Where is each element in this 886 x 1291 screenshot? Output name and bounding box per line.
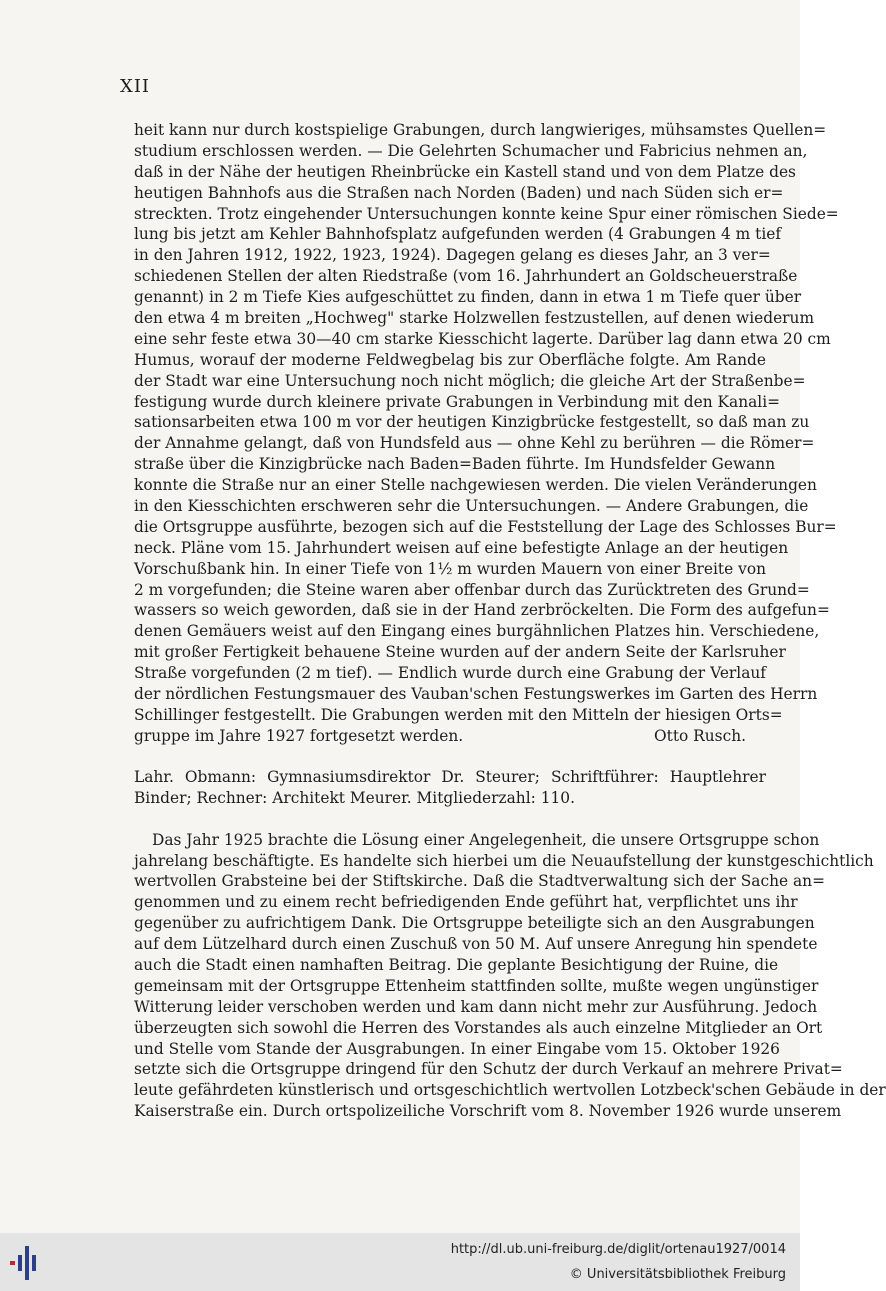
section-lahr-text xyxy=(134,767,886,1122)
page-number: XII xyxy=(120,76,151,97)
text-line: straße über die Kinzigbrücke nach Baden=Baden führte. Im Hundsfelder Gewann xyxy=(134,455,776,474)
text-line: die Ortsgruppe ausführte, bezogen sich auf die Feststellung der Lage des Schlosses Bur= xyxy=(134,517,837,536)
text-line: eine sehr feste etwa 30—40 cm starke Kiesschicht lagerte. Darüber lag dann etwa 20 cm xyxy=(134,329,831,348)
text-line: Vorschußbank hin. In einer Tiefe von 1½ m wurden Mauern von einer Breite von xyxy=(134,559,766,578)
text-line: lung bis jetzt am Kehler Bahnhofsplatz aufgefunden werden (4 Grabungen 4 m tief xyxy=(134,225,782,244)
text-line: denen Gemäuers weist auf den Eingang eines burgähnlichen Platzes hin. Verschiedene, xyxy=(134,622,820,641)
text-line: schiedenen Stellen der alten Riedstraße (vom 16. Jahrhundert an Goldscheuerstraße xyxy=(134,267,798,286)
text-line: setzte sich die Ortsgruppe dringend für den Schutz der durch Verkauf an mehrere Privat= xyxy=(134,1060,843,1079)
text-line: genannt) in 2 m Tiefe Kies aufgeschüttet zu finden, dann in etwa 1 m Tiefe quer über xyxy=(134,288,802,307)
text-line: Schillinger festgestellt. Die Grabungen werden mit den Mitteln der hiesigen Orts= xyxy=(134,705,783,724)
copyright-notice: © Universitätsbibliothek Freiburg xyxy=(569,1267,786,1282)
text-line: heutigen Bahnhofs aus die Straßen nach Norden (Baden) und nach Süden sich er= xyxy=(134,183,784,202)
text-line: überzeugten sich sowohl die Herren des Vorstandes als auch einzelne Mitglieder an Ort xyxy=(134,1018,823,1037)
text-line: auch die Stadt einen namhaften Beitrag. Die geplante Besichtigung der Ruine, die xyxy=(134,956,779,975)
text-line: streckten. Trotz eingehender Untersuchungen konnte keine Spur einer römischen Siede= xyxy=(134,204,839,223)
text-line: Kaiserstraße ein. Durch ortspolizeiliche Vorschrift vom 8. November 1926 wurde unserem xyxy=(134,1102,842,1121)
text-line: den etwa 4 m breiten „Hochweg" starke Holzwellen festzustellen, auf denen wiederum xyxy=(134,309,815,328)
ub-freiburg-logo-icon[interactable] xyxy=(10,1242,40,1282)
text-line: jahrelang beschäftigte. Es handelte sich hierbei um die Neuaufstellung der kunstgeschichtlich xyxy=(134,851,874,870)
viewer-footer xyxy=(0,1233,800,1291)
text-line: der Stadt war eine Untersuchung noch nicht möglich; die gleiche Art der Straßenbe= xyxy=(134,371,806,390)
author-signature: Otto Rusch. xyxy=(654,726,746,745)
text-line: festigung wurde durch kleinere private Grabungen in Verbindung mit den Kanali= xyxy=(134,392,781,411)
text-line: Binder; Rechner: Architekt Meurer. Mitgliederzahl: 110. xyxy=(134,788,575,807)
text-line: auf dem Lützelhard durch einen Zuschuß von 50 M. Auf unsere Anregung hin spendete xyxy=(134,935,818,954)
text-line: Straße vorgefunden (2 m tief). — Endlich wurde durch eine Grabung der Verlauf xyxy=(134,664,766,683)
text-line: Lahr. Obmann: Gymnasiumsdirektor Dr. Steurer; Schriftführer: Hauptlehrer xyxy=(134,768,766,786)
text-line: leute gefährdeten künstlerisch und ortsgeschichtlich wertvollen Lotzbeck'schen Gebäude in der xyxy=(134,1081,886,1100)
section-kehl-text xyxy=(134,120,839,747)
text-line: sationsarbeiten etwa 100 m vor der heutigen Kinzigbrücke festgestellt, so daß man zu xyxy=(134,413,810,432)
text-line: daß in der Nähe der heutigen Rheinbrücke ein Kastell stand und von dem Platze des xyxy=(134,162,796,181)
text-line: heit kann nur durch kostspielige Grabungen, durch langwieriges, mühsamstes Quellen= xyxy=(134,121,827,139)
text-line xyxy=(134,809,766,830)
text-line: mit großer Fertigkeit behauene Steine wurden auf der andern Seite der Karlsruher xyxy=(134,643,786,662)
text-line: wertvollen Grabsteine bei der Stiftskirche. Daß die Stadtverwaltung sich der Sache an= xyxy=(134,872,825,891)
text-line: in den Jahren 1912, 1922, 1923, 1924). Dagegen gelang es dieses Jahr, an 3 ver= xyxy=(134,246,771,265)
text-line: Das Jahr 1925 brachte die Lösung einer Angelegenheit, die unsere Ortsgruppe schon xyxy=(152,830,820,849)
text-line: der nördlichen Festungsmauer des Vauban'schen Festungswerkes im Garten des Herrn xyxy=(134,685,818,704)
text-line: der Annahme gelangt, daß von Hundsfeld aus — ohne Kehl zu berühren — die Römer= xyxy=(134,434,815,453)
text-line: Witterung leider verschoben werden und kam dann nicht mehr zur Ausführung. Jedoch xyxy=(134,997,818,1016)
text-line: und Stelle vom Stande der Ausgrabungen. In einer Eingabe vom 15. Oktober 1926 xyxy=(134,1039,780,1058)
text-line: neck. Pläne vom 15. Jahrhundert weisen auf eine befestigte Anlage an der heutigen xyxy=(134,538,789,557)
text-line: genommen und zu einem recht befriedigenden Ende geführt hat, verpflichtet uns ihr xyxy=(134,893,798,912)
text-line: Humus, worauf der moderne Feldwegbelag bis zur Oberfläche folgte. Am Rande xyxy=(134,350,766,369)
text-line: gemeinsam mit der Ortsgruppe Ettenheim stattfinden sollte, mußte wegen ungünstiger xyxy=(134,976,819,995)
text-line: in den Kiesschichten erschweren sehr die Untersuchungen. — Andere Grabungen, die xyxy=(134,497,809,516)
text-line: wassers so weich geworden, daß sie in der Hand zerbröckelten. Die Form des aufgefun= xyxy=(134,601,830,620)
text-line: studium erschlossen werden. — Die Gelehrten Schumacher und Fabricius nehmen an, xyxy=(134,141,808,160)
text-line: 2 m vorgefunden; die Steine waren aber offenbar durch das Zurücktreten des Grund= xyxy=(134,580,810,599)
text-line: gegenüber zu aufrichtigem Dank. Die Ortsgruppe beteiligte sich an den Ausgrabungen xyxy=(134,914,815,933)
permalink-url[interactable]: http://dl.ub.uni-freiburg.de/diglit/ortenau1927/0014 xyxy=(450,1242,786,1257)
closing-line xyxy=(134,726,766,747)
final-line-text: gruppe im Jahre 1927 fortgesetzt werden. xyxy=(134,726,464,745)
text-line: konnte die Straße nur an einer Stelle nachgewiesen werden. Die vielen Veränderungen xyxy=(134,476,817,495)
